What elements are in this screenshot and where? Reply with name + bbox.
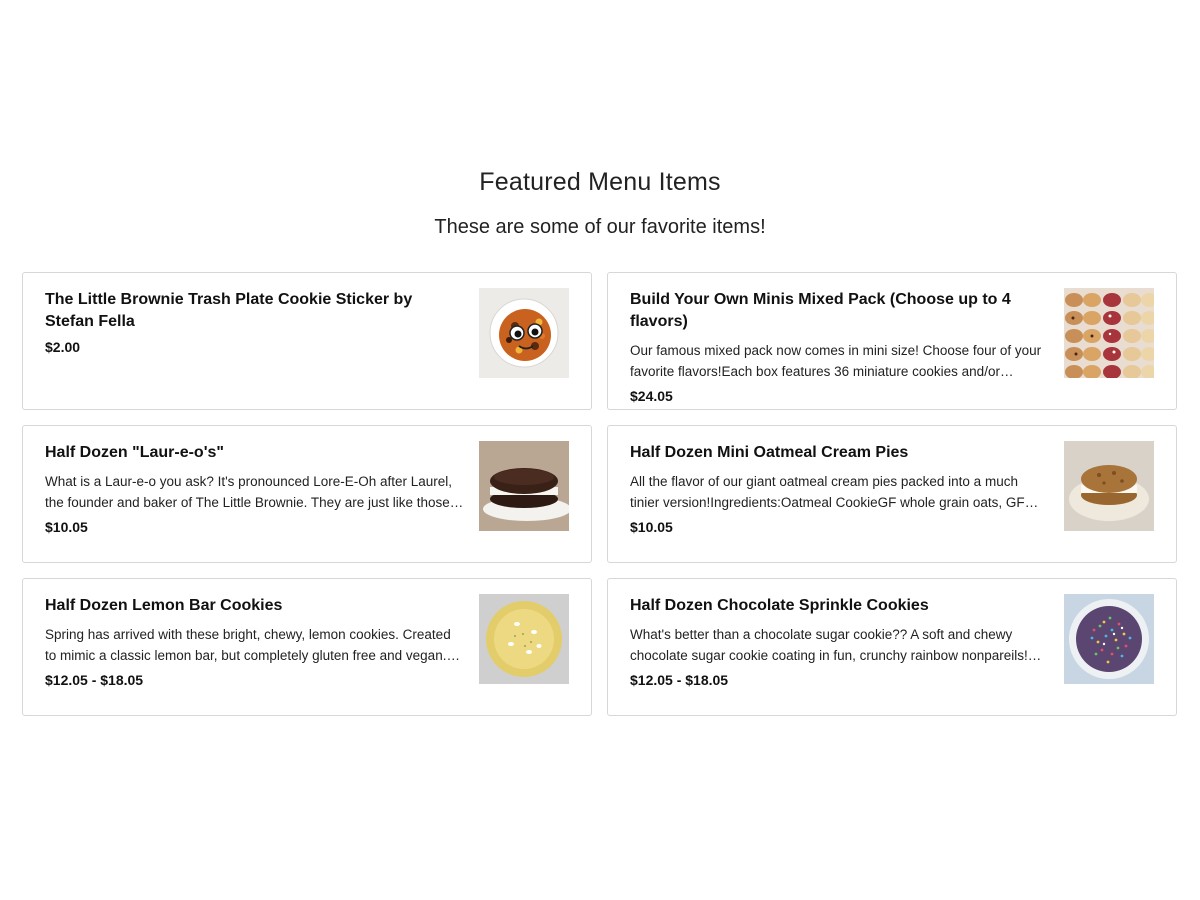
sprinkle-cookie-image[interactable] — [1064, 594, 1154, 684]
menu-item-price: $24.05 — [630, 388, 673, 404]
menu-item-price: $2.00 — [45, 339, 81, 355]
menu-item-price: $12.05 - $18.05 — [630, 672, 729, 688]
menu-item-price: $12.05 - $18.05 — [45, 672, 144, 688]
menu-item-card[interactable] — [22, 272, 592, 410]
menu-item-title[interactable]: Build Your Own Minis Mixed Pack (Choose up to 4 flavors) — [630, 291, 1011, 330]
menu-item-price: $10.05 — [45, 519, 88, 535]
menu-item-card[interactable] — [607, 578, 1177, 716]
menu-item-text — [630, 442, 1050, 535]
menu-item-title[interactable]: Half Dozen Mini Oatmeal Cream Pies — [630, 444, 909, 461]
section-subtitle: These are some of our favorite items! — [434, 216, 766, 238]
section-title: Featured Menu Items — [479, 168, 721, 196]
menu-item-text — [630, 595, 1050, 688]
sandwich-cookie-image[interactable] — [479, 441, 569, 531]
menu-item-description: Spring has arrived with these bright, chewy, lemon cookies. Created to mimic a classic lemon bar, but completely gluten free and vegan. — [45, 627, 451, 663]
menu-item-card[interactable] — [607, 425, 1177, 563]
menu-item-description: All the flavor of our giant oatmeal cream pies packed into a much tinier version!Ingredients:Oatmeal CookieGF whole grain oats, GF — [630, 474, 1025, 510]
menu-item-card[interactable] — [22, 425, 592, 563]
menu-item-title[interactable]: The Little Brownie Trash Plate Cookie Sticker by Stefan Fella — [45, 291, 413, 330]
mixed-cookies-box-image[interactable] — [1064, 288, 1154, 378]
menu-item-title[interactable]: Half Dozen "Laur-e-o's" — [45, 444, 224, 461]
menu-items-grid — [22, 272, 1177, 716]
menu-item-card[interactable] — [22, 578, 592, 716]
oatmeal-cream-pie-image[interactable] — [1064, 441, 1154, 531]
menu-item-text — [630, 289, 1050, 404]
menu-item-description: What is a Laur-e-o you ask? It's pronounced Lore-E-Oh after Laurel, the founder and baker of The Little Brownie. They are just like those — [45, 474, 453, 510]
menu-item-text — [45, 289, 465, 355]
menu-item-title[interactable]: Half Dozen Chocolate Sprinkle Cookies — [630, 597, 929, 614]
menu-item-text — [45, 442, 465, 535]
cookie-sticker-image[interactable] — [479, 288, 569, 378]
menu-item-description: What's better than a chocolate sugar cookie?? A soft and chewy chocolate sugar cookie coating in fun, crunchy rainbow nonpareils! — [630, 627, 1028, 663]
menu-item-card[interactable] — [607, 272, 1177, 410]
menu-item-text — [45, 595, 465, 688]
menu-item-price: $10.05 — [630, 519, 673, 535]
menu-item-title[interactable]: Half Dozen Lemon Bar Cookies — [45, 597, 283, 614]
lemon-cookie-image[interactable] — [479, 594, 569, 684]
menu-item-description: Our famous mixed pack now comes in mini size! Choose four of your favorite flavors!Each box features 36 miniature cookies and/or — [630, 343, 1042, 379]
